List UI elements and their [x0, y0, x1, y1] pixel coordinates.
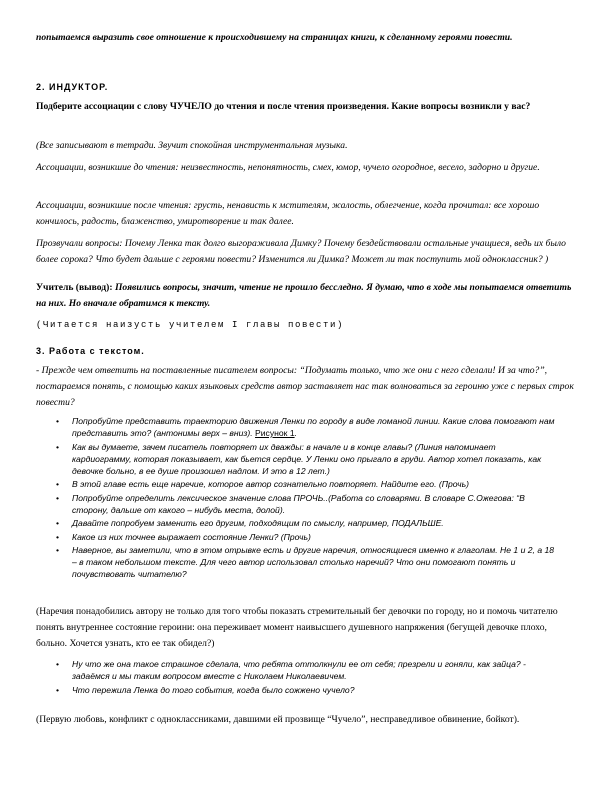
- bullet-icon: •: [56, 492, 60, 503]
- associations-after: Ассоциации, возникшие после чтения: грусть, ненависть к мстителям, жалость, облегчение, когда прочитал: все хорошо кончилось, радость, блаженство, умиротворение и так далее.: [36, 200, 540, 227]
- bullet-icon: •: [56, 441, 60, 452]
- bullet-icon: •: [56, 518, 60, 528]
- intro-continuation: попытаемся выразить свое отношение к происходившему на страницах книги, к сделанному героями повести.: [36, 32, 513, 43]
- list-item: • Попробуйте определить лексическое значение слова ПРОЧЬ..(Работа со словарями. В словаре С.Ожегова: “В сторону, дальше от какого – нибудь места, долой).: [56, 492, 525, 515]
- associations-before: Ассоциации, возникшие до чтения: неизвестность, непонятность, смех, юмор, чучело огородное, весело, задорно и другие.: [36, 162, 540, 173]
- bullet-icon: •: [56, 659, 60, 669]
- reading-note: (Читается наизусть учителем I главы повести): [36, 320, 345, 330]
- list-item: • Как вы думаете, зачем писатель повторяет их дважды: в начале и в конце главы? (Линия напоминает кардиограмму, которая показывает, как бьется сердце. У Ленки оно прыгало в груди. Автор хотел показать, как девочке больно, в ее душе произошел надлом. И это в 12 лет.): [56, 441, 542, 476]
- list-item: • Наверное, вы заметили, что в этом отрывке есть и другие наречия, относящиеся именно к глаголам. Не 1 и 2, а 18 – в таком небольшом тексте. Для чего автор использовал столько наречий? Что они помогают понять и почувствовать читателю?: [56, 545, 555, 579]
- figure-1-link[interactable]: Рисунок 1: [255, 428, 295, 438]
- list-item: • Давайте попробуем заменить его другим, подходящим по смыслу, например, ПОДАЛЬШЕ.: [56, 518, 444, 528]
- list-item: • Попробуйте представить траекторию движения Ленки по городу в виде ломаной линии. Какие слова помогают нам представить это? (антонимы верх – вниз). Рисунок 1.: [56, 416, 555, 438]
- list-item: • Какое из них точнее выражает состояние Ленки? (Прочь): [56, 531, 311, 542]
- section-2-heading: 2. ИНДУКТОР.: [36, 82, 109, 92]
- bullet-icon: •: [56, 479, 60, 489]
- bullet-icon: •: [56, 545, 60, 555]
- final-answer: (Первую любовь, конфликт с одноклассниками, давшими ей прозвище “Чучело”, несправедливое обвинение, бойкот).: [36, 714, 520, 725]
- list-item: • Что пережила Ленка до того события, когда было сожжено чучело?: [56, 684, 355, 695]
- conclusion-text: Появились вопросы, значит, чтение не прошло бесследно. Я думаю, что в ходе мы попытаемся ответить на них. Но вначале обратимся к тексту.: [36, 282, 572, 309]
- task-list: [56, 415, 556, 582]
- conclusion-label: Учитель (вывод):: [36, 282, 113, 293]
- adverbs-explanation: (Наречия понадобились автору не только для того чтобы показать стремительный бег девочки по городу, но и помочь читателю понять внутреннее состояние героини: она переживает момент наивысшего душевного напряжения (бегущей девочке плохо, больно. Хочется узнать, кто ее так обидел?): [36, 606, 558, 649]
- follow-up-list: [56, 658, 556, 697]
- section-3-heading: 3. Работа с текстом.: [36, 346, 145, 356]
- list-item: • В этой главе есть еще наречие, которое автор сознательно повторяет. Найдите его. (Прочь): [56, 479, 469, 489]
- list-item: • Ну что же она такое страшное сделала, что ребята оттолкнули ее от себя; презрели и гоняли, как зайца? - задаёмся и мы таким вопросом вместе с Николаем Николаевичем.: [56, 659, 526, 681]
- bullet-icon: •: [56, 684, 60, 695]
- bullet-icon: •: [56, 531, 60, 542]
- association-question: Подберите ассоциации с слову ЧУЧЕЛО до чтения и после чтения произведения. Какие вопросы возникли у вас?: [36, 101, 531, 112]
- raised-questions: Прозвучали вопросы: Почему Ленка так долго выгораживала Димку? Почему бездействовали остальные учащиеся, ведь их было более сорока? Что будет дальше с героями повести? Изменится ли Димка? Может ли так поступить мой одноклассник? ): [36, 238, 566, 265]
- section-3-intro: - Прежде чем ответить на поставленные писателем вопросы: “Подумать только, что же они с него сделали! И за что?”, постараемся понять, с помощью каких языковых средств автор заставляет нас так волноваться за героиню уже с первых строк повести?: [36, 365, 574, 408]
- teacher-conclusion: [36, 280, 576, 312]
- bullet-icon: •: [56, 416, 60, 426]
- music-note: (Все записывают в тетради. Звучит спокойная инструментальная музыка.: [36, 140, 348, 151]
